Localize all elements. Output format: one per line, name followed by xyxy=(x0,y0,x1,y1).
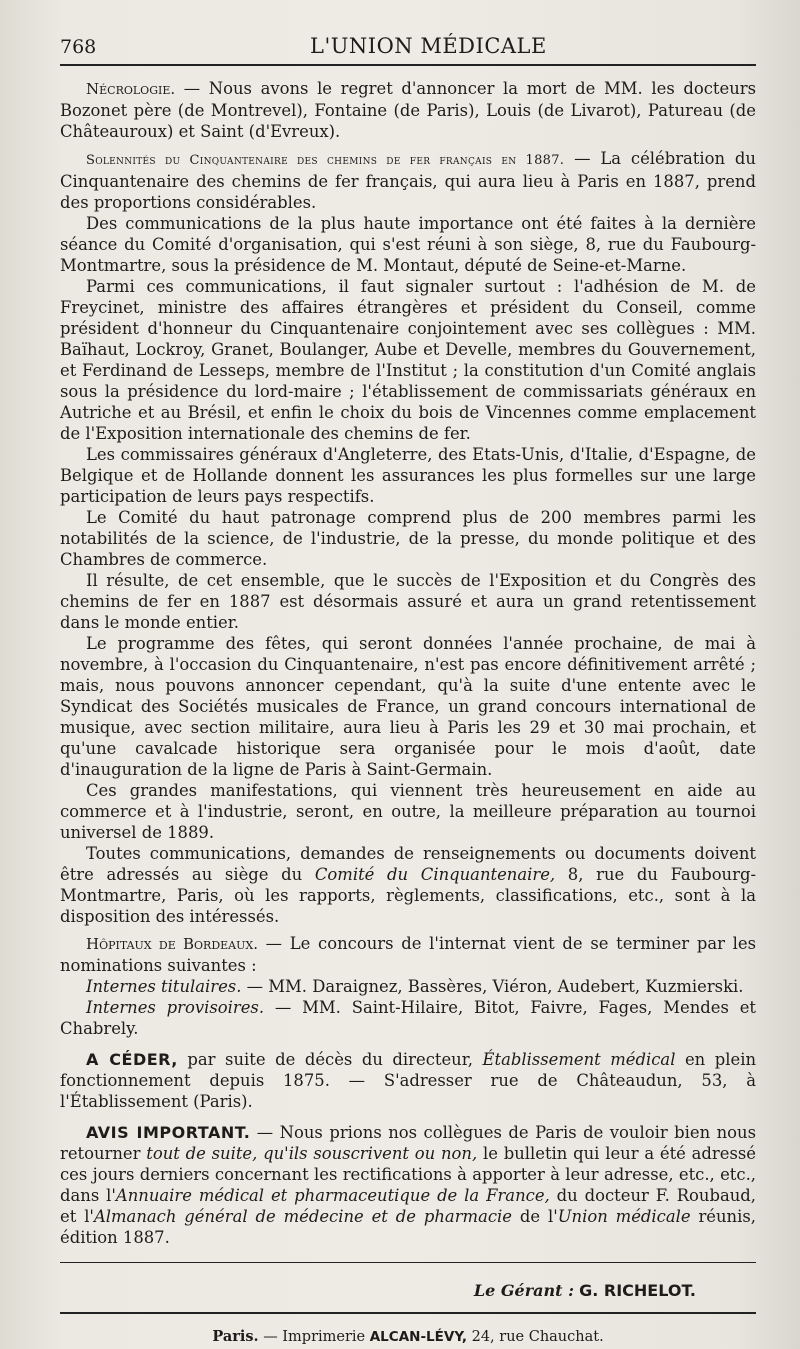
avis-italic-1: tout de suite, qu'ils souscrivent ou non, xyxy=(146,1144,478,1163)
almanach-title: Almanach général de médecine et de pharmacie xyxy=(93,1207,512,1226)
internes-provisoires xyxy=(60,997,756,1039)
a-ceder-text-2: en plein fonctionnement depuis 1875. — S'adresser rue de Châteaudun, 53, à l'Établissement (Paris). xyxy=(60,1050,757,1111)
header-rule xyxy=(60,64,756,66)
avis-important-notice xyxy=(60,1122,756,1248)
cinquantenaire-paragraph: Ces grandes manifestations, qui viennent très heureusement en aide au commerce et à l'industrie, seront, en outre, la meilleure préparation au tournoi universel de 1889. xyxy=(60,781,756,842)
avis-text-5: réunis, édition 1887. xyxy=(60,1207,756,1247)
a-ceder-text-1: par suite de décès du directeur, xyxy=(177,1050,483,1069)
journal-title: L'UNION MÉDICALE xyxy=(310,34,547,58)
contact-text-1: Toutes communications, demandes de renseignements ou documents doivent être adressés au siège du xyxy=(60,844,756,884)
titulaires-text: — MM. Daraignez, Bassères, Viéron, Audebert, Kuzmierski. xyxy=(241,977,744,996)
gerant-name: G. RICHELOT. xyxy=(579,1281,696,1300)
hopitaux-paragraph xyxy=(60,933,756,976)
footer-rule xyxy=(60,1262,756,1263)
avis-title: AVIS IMPORTANT. xyxy=(86,1123,251,1142)
hopitaux-label: Hôpitaux de Bordeaux. xyxy=(86,935,258,953)
cinquantenaire-contact-paragraph xyxy=(60,843,756,927)
imprint-text: — Imprimerie xyxy=(258,1329,370,1345)
imprint-line xyxy=(60,1328,756,1345)
titulaires-label: Internes titulaires. xyxy=(86,977,242,996)
necrologie-paragraph xyxy=(60,78,756,142)
page-number: 768 xyxy=(60,36,97,58)
internes-titulaires xyxy=(60,976,756,997)
cinquantenaire-paragraph: Les commissaires généraux d'Angleterre, des Etats-Unis, d'Italie, d'Espagne, de Belgique et de Hollande donnent les assurances les plus formelles sur une large participation de leurs pays respectifs. xyxy=(60,445,756,506)
provisoires-label: Internes provisoires. xyxy=(86,998,265,1017)
cinquantenaire-label: Solennités du Cinquantenaire des chemins de fer français en 1887. xyxy=(86,153,565,168)
avis-text-4: de l' xyxy=(511,1207,558,1226)
a-ceder-title: A CÉDER, xyxy=(86,1050,178,1069)
imprint-address: 24, rue Chauchat. xyxy=(466,1329,604,1345)
a-ceder-etablissement: Établissement médical xyxy=(482,1050,676,1069)
gerant-label: Le Gérant : xyxy=(473,1281,574,1300)
footer-rule-bottom xyxy=(60,1312,756,1314)
cinquantenaire-paragraph: Parmi ces communications, il faut signaler surtout : l'adhésion de M. de Freycinet, ministre des affaires étrangères et président du Conseil, comme président d'honneur du Cinquantenaire conjointement avec ses collègues : MM. Baïhaut, Lockroy, Granet, Boulanger, Aube et Develle, membres du Gouvernement, et Ferdinand de Lesseps, membre de l'Institut ; la constitution d'un Comité anglais sous la présidence du lord-maire ; l'établissement de commissariats généraux en Autriche et au Brésil, et enfin le choix du bois de Vincennes comme emplacement de l'Exposition internationale des chemins de fer. xyxy=(60,277,756,443)
imprint-city: Paris. xyxy=(212,1328,259,1345)
cinquantenaire-paragraph: Il résulte, de cet ensemble, que le succès de l'Exposition et du Congrès des chemins de fer en 1887 est désormais assuré et aura un grand retentissement dans le monde entier. xyxy=(60,571,756,632)
union-medicale-title: Union médicale xyxy=(557,1207,691,1226)
necrologie-label: Nécrologie. xyxy=(86,80,176,98)
cinquantenaire-paragraph: Des communications de la plus haute importance ont été faites à la dernière séance du Comité d'organisation, qui s'est réuni à son siège, 8, rue du Faubourg-Montmartre, sous la présidence de M. Montaut, député de Seine-et-Marne. xyxy=(60,214,756,275)
comite-name: Comité du Cinquantenaire, xyxy=(314,865,556,884)
gerant-line xyxy=(60,1281,756,1300)
article-body xyxy=(60,78,756,1039)
annuaire-title: Annuaire médical et pharmaceutique de la France, xyxy=(115,1186,550,1205)
contact-text-2: 8, rue du Faubourg-Montmartre, Paris, où les rapports, règlements, classifications, etc., sont à la disposition des intéressés. xyxy=(60,865,756,926)
cinquantenaire-paragraph: Le programme des fêtes, qui seront données l'année prochaine, de mai à novembre, à l'occasion du Cinquantenaire, n'est pas encore définitivement arrêté ; mais, nous pouvons annoncer cependant, qu'à la suite d'une entente avec le Syndicat des Sociétés musicales de France, un grand concours international de musique, avec section militaire, aura lieu à Paris les 29 et 30 mai prochain, et qu'une cavalcade historique sera organisée pour le mois d'août, date d'inauguration de la ligne de Paris à Saint-Germain. xyxy=(60,634,756,779)
a-ceder-notice xyxy=(60,1049,756,1112)
necrologie-text: — Nous avons le regret d'annoncer la mort de MM. les docteurs Bozonet père (de Montrevel), Fontaine (de Paris), Louis (de Livarot), Patureau (de Châteauroux) et Saint (d'Evreux). xyxy=(60,79,756,141)
cinquantenaire-intro-text: — La célébration du Cinquantenaire des chemins de fer français, qui aura lieu à Paris en 1887, prend des proportions considérables. xyxy=(60,149,756,212)
avis-text-2: le bulletin qui leur a été adressé ces jours derniers concernant les rectifications à apporter à leur adresse, etc., etc., dans l' xyxy=(60,1144,756,1205)
provisoires-text: — MM. Saint-Hilaire, Bitot, Faivre, Fages, Mendes et Chabrely. xyxy=(60,998,757,1038)
page-header xyxy=(60,30,756,64)
imprint-printer: ALCAN-LÉVY, xyxy=(369,1329,467,1345)
cinquantenaire-intro xyxy=(60,148,756,213)
avis-text-1: — Nous prions nos collègues de Paris de vouloir bien nous retourner xyxy=(60,1123,756,1163)
cinquantenaire-paragraph: Le Comité du haut patronage comprend plus de 200 membres parmi les notabilités de la science, de l'industrie, de la presse, du monde politique et des Chambres de commerce. xyxy=(60,508,756,569)
hopitaux-text: — Le concours de l'internat vient de se terminer par les nominations suivantes : xyxy=(60,934,756,975)
avis-text-3: du docteur F. Roubaud, et l' xyxy=(60,1186,756,1226)
